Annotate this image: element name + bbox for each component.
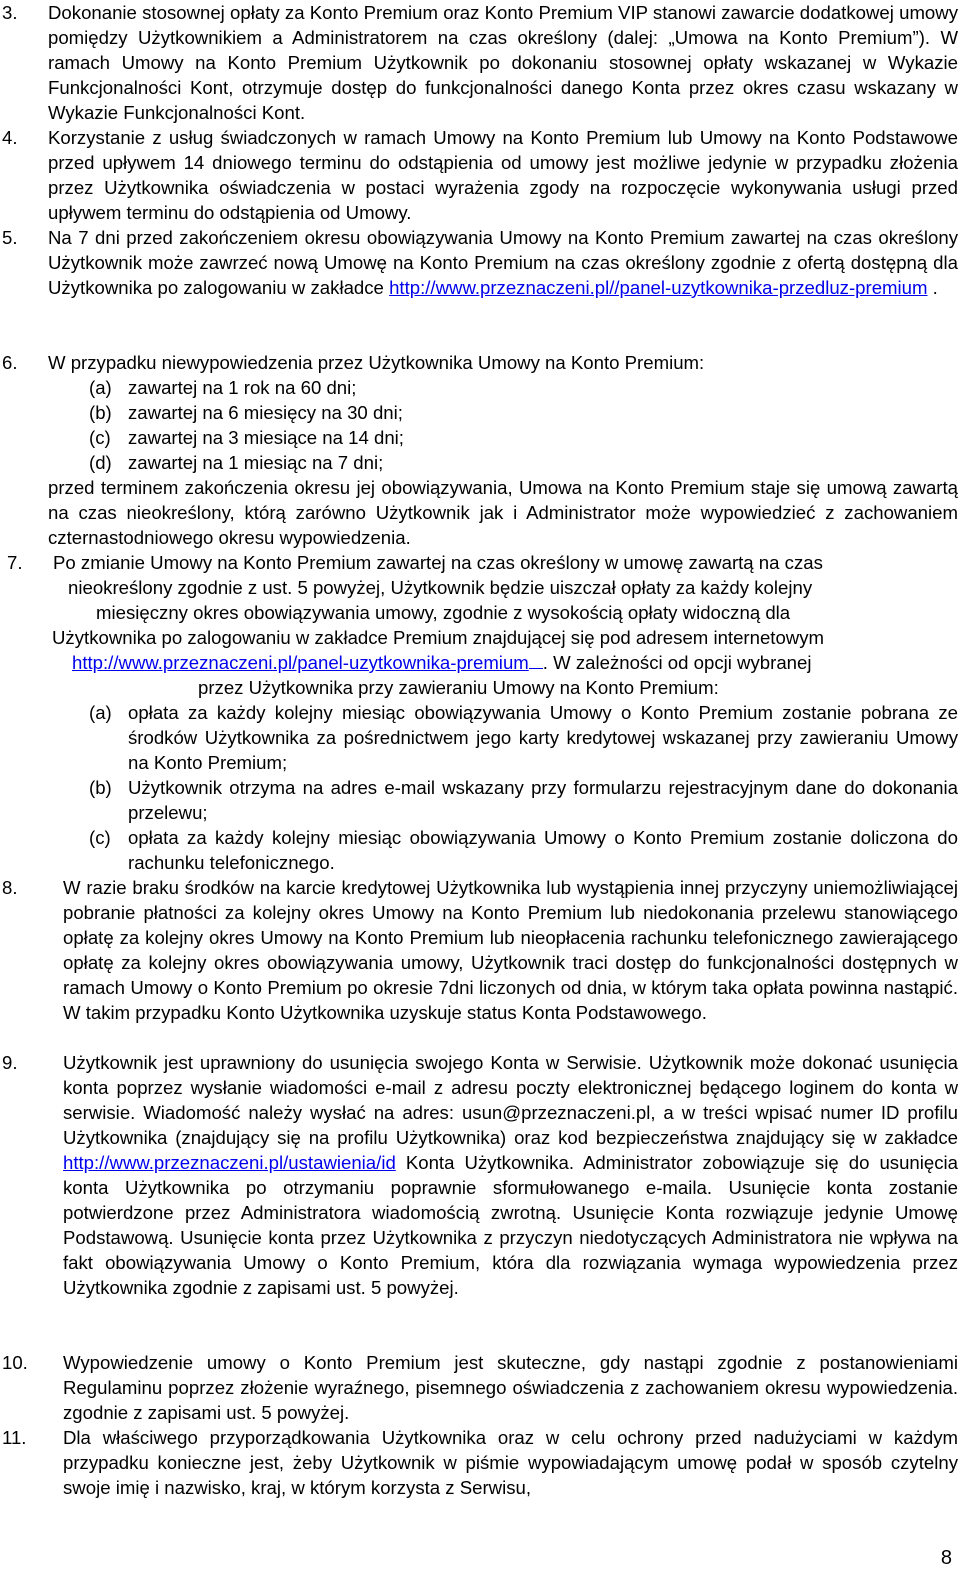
- subitem-label: (a): [89, 702, 112, 723]
- paragraph-4: [0, 125, 960, 225]
- paragraph-text-after: Konta Użytkownika. Administrator zobowiązuje się do usunięcia konta Użytkownika po otrzymaniu poprawnie sformułowanego e-maila. Usunięcie konta zostanie potwierdzone przez Administratora wiadomością zwrotną. Usunięcie Konta rozwiązuje jedynie Umowę Podstawową. Usunięcie konta przez Użytkownika z przyczyn niedotyczących Administratora nie wpływa na fakt obowiązywania Umowy o Konto Premium, która dla rozwiązania wymaga wypowiedzenia przez Użytkownika zgodnie z zapisami ust. 5 powyżej.: [63, 1152, 958, 1298]
- subitem-label: (c): [89, 427, 111, 448]
- subitem-text: zawartej na 6 miesięcy na 30 dni;: [128, 402, 403, 423]
- subitem-text: zawartej na 3 miesiące na 14 dni;: [128, 427, 404, 448]
- paragraph-text: Dokonanie stosownej opłaty za Konto Premium oraz Konto Premium VIP stanowi zawarcie dodatkowej umowy pomiędzy Użytkownikiem a Administratorem na czas określony (dalej: „Umowa na Konto Premium”). W ramach Umowy na Konto Premium Użytkownik po dokonaniu stosownej opłaty wskazanej w Wykazie Funkcjonalności Kont, otrzymuje dostęp do funkcjonalności danego Konta przez okres czasu wskazany w Wykazie Funkcjonalności Kont.: [48, 2, 958, 123]
- paragraph-7: [0, 550, 960, 875]
- paragraph-text: Dla właściwego przyporządkowania Użytkownika oraz w celu ochrony przed nadużyciami w każdym przypadku konieczne jest, żeby Użytkownik w piśmie wypowiadającym umowę podał w sposób czytelny swoje imię i nazwisko, kraj, w którym korzysta z Serwisu,: [63, 1427, 958, 1498]
- premium-panel-link[interactable]: http://www.przeznaczeni.pl/panel-uzytkownika-premium: [72, 652, 529, 673]
- paragraph-number: 5.: [2, 227, 18, 248]
- subitem-text: zawartej na 1 miesiąc na 7 dni;: [128, 452, 384, 473]
- paragraph-text-tail: .: [927, 277, 938, 298]
- paragraph-text: W razie braku środków na karcie kredytowej Użytkownika lub wystąpienia innej przyczyny uniemożliwiającej pobranie płatności za kolejny okres Umowy na Konto Premium lub niedokonania przelewu stanowiącego opłatę za kolejny okres Umowy na Konto Premium lub nieopłacenia rachunku telefonicznego zawierającego opłatę za kolejny okres obowiązywania umowy, Użytkownik traci dostęp do funkcjonalności dostępnych w ramach Umowy o Konto Premium po okresie 7dni liczonych od dnia, w którym taka opłata powinna nastąpić. W takim przypadku Konto Użytkownika uzyskuje status Konta Podstawowego.: [63, 877, 958, 1023]
- paragraph-line-2: nieokreślony zgodnie z ust. 5 powyżej, Użytkownik będzie uiszczał opłaty za każdy kolejny: [68, 577, 813, 598]
- subitem-text: opłata za każdy kolejny miesiąc obowiązywania Umowy o Konto Premium zostanie pobrana ze środków Użytkownika za pośrednictwem jego karty kredytowej wskazanej przy zawieraniu Umowy na Konto Premium;: [128, 702, 958, 773]
- paragraph-line-1: Po zmianie Umowy na Konto Premium zawartej na czas określony w umowę zawartą na czas: [53, 552, 823, 573]
- paragraph-10: [0, 1350, 960, 1425]
- subitem-text: opłata za każdy kolejny miesiąc obowiązywania Umowy o Konto Premium zostanie doliczona do rachunku telefonicznego.: [128, 827, 958, 873]
- subitem-text: zawartej na 1 rok na 60 dni;: [128, 377, 357, 398]
- subitem-label: (b): [89, 777, 112, 798]
- paragraph-text: [63, 1050, 958, 1300]
- page-number: 8: [940, 1547, 952, 1569]
- paragraph-line-3: miesięczny okres obowiązywania umowy, zgodnie z wysokością opłaty widoczną dla: [96, 602, 791, 623]
- paragraph-number: 4.: [2, 127, 18, 148]
- paragraph-text-before: Użytkownik jest uprawniony do usunięcia swojego Konta w Serwisie. Użytkownik może dokonać usunięcia konta poprzez wysłanie wiadomości e-mail z adresu poczty elektronicznej będącego loginem do konta w serwisie. Wiadomość należy wysłać na adres: usun@przeznaczeni.pl, a w treści wpisać numer ID profilu Użytkownika (znajdujący się na profilu Użytkownika) oraz kod bezpieczeństwa znajdujący się w zakładce: [63, 1052, 958, 1148]
- paragraph-outro: przed terminem zakończenia okresu jej obowiązywania, Umowa na Konto Premium staje się umową zawartą na czas nieokreślony, którą zarówno Użytkownik jak i Administrator może wypowiedzieć z zachowaniem czternastodniowego okresu wypowiedzenia.: [48, 477, 958, 548]
- subitem-text: Użytkownik otrzyma na adres e-mail wskazany przy formularzu rejestracyjnym dane do dokonania przelewu;: [128, 777, 958, 823]
- paragraph-number: 11.: [2, 1427, 27, 1448]
- subitem-label: (c): [89, 827, 111, 848]
- subitem-label: (b): [89, 402, 112, 423]
- link-underline-gap: [529, 650, 543, 669]
- paragraph-5: [0, 225, 960, 325]
- paragraph-11: [0, 1425, 960, 1500]
- paragraph-text: [48, 225, 958, 300]
- paragraph-line-5-tail: . W zależności od opcji wybranej: [542, 652, 812, 673]
- paragraph-number: 7.: [7, 552, 23, 573]
- subitem-label: (a): [89, 377, 112, 398]
- paragraph-line-4: Użytkownika po zalogowaniu w zakładce Premium znajdującej się pod adresem internetowym: [52, 627, 825, 648]
- subitem-label: (d): [89, 452, 112, 473]
- paragraph-number: 3.: [2, 2, 18, 23]
- paragraph-3: [0, 0, 960, 125]
- paragraph-number: 6.: [2, 352, 18, 373]
- paragraph-line-6: przez Użytkownika przy zawieraniu Umowy na Konto Premium:: [198, 677, 719, 698]
- settings-id-link[interactable]: http://www.przeznaczeni.pl/ustawienia/id: [63, 1152, 396, 1173]
- paragraph-text: Korzystanie z usług świadczonych w ramach Umowy na Konto Premium lub Umowy na Konto Podstawowe przed upływem 14 dniowego terminu do odstąpienia od umowy jest możliwe jedynie w przypadku złożenia przez Użytkownika oświadczenia w postaci wyrażenia zgody na rozpoczęcie wykonywania usługi przed upływem terminu do odstąpienia od Umowy.: [48, 127, 958, 223]
- paragraph-intro: W przypadku niewypowiedzenia przez Użytkownika Umowy na Konto Premium:: [48, 352, 705, 373]
- paragraph-number: 10.: [2, 1352, 28, 1373]
- premium-extend-link[interactable]: http://www.przeznaczeni.pl//panel-uzytkownika-przedluz-premium: [389, 277, 928, 298]
- paragraph-8: [0, 875, 960, 1050]
- paragraph-number: 9.: [2, 1052, 18, 1073]
- paragraph-line-5: [72, 650, 811, 675]
- paragraph-text: Wypowiedzenie umowy o Konto Premium jest skuteczne, gdy nastąpi zgodnie z postanowieniami Regulaminu poprzez złożenie wyraźnego, pisemnego oświadczenia z zachowaniem okresu wypowiedzenia. zgodnie z zapisami ust. 5 powyżej.: [63, 1352, 958, 1423]
- paragraph-number: 8.: [2, 877, 18, 898]
- paragraph-6: [0, 350, 960, 550]
- paragraph-9: [0, 1050, 960, 1350]
- paragraph-text-body: Na 7 dni przed zakończeniem okresu obowiązywania Umowy na Konto Premium zawartej na czas określony Użytkownik może zawrzeć nową Umowę na Konto Premium na czas określony zgodnie z ofertą dostępną dla Użytkownika po zalogowaniu w zakładce: [48, 227, 958, 298]
